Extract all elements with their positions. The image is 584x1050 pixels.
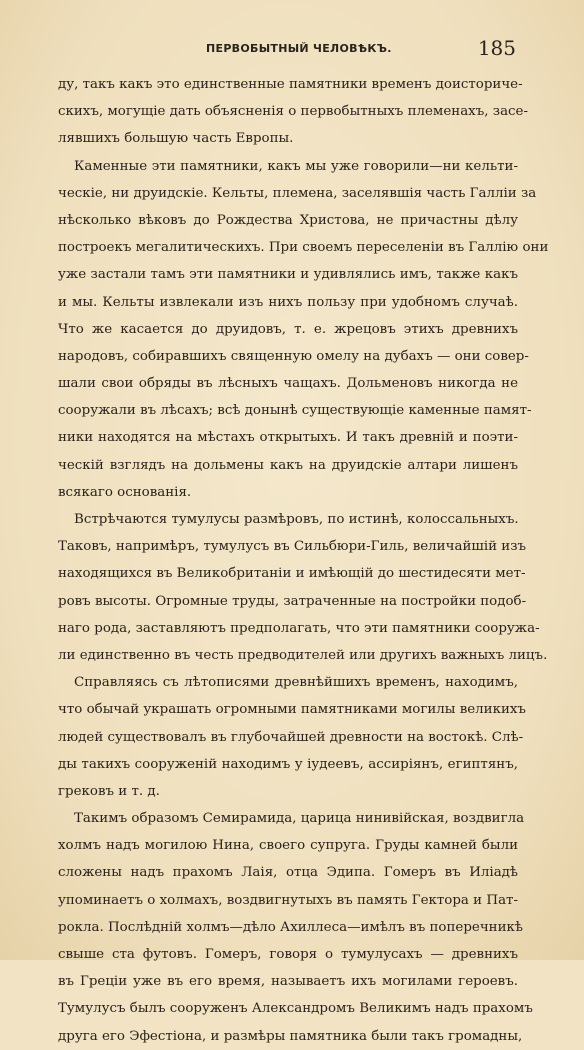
text-line: построекъ мегалитическихъ. При своемъ переселеніи въ Галлію они [58, 240, 549, 256]
text-line: ли единственно въ честь предводителей или другихъ важныхъ лицъ. [58, 647, 548, 663]
text-line: что обычай украшать огромными памятниками могилы великихъ [58, 702, 526, 718]
text-line: Справляясь съ лѣтописями древнѣйшихъ временъ, находимъ, [74, 675, 518, 691]
text-line: въ Греціи уже въ его время, называетъ ихъ могилами героевъ. [58, 974, 518, 990]
text-line: упоминаетъ о холмахъ, воздвигнутыхъ въ память Гектора и Пат- [58, 892, 518, 908]
text-line: ники находятся на мѣстахъ открытыхъ. И такъ древній и поэти- [58, 430, 518, 446]
text-line: Таковъ, напримѣръ, тумулусъ въ Сильбюри-Гиль, величайшій изъ [58, 539, 527, 555]
text-line: уже застали тамъ эти памятники и удивлялись имъ, также какъ [58, 267, 518, 283]
text-line: наго рода, заставляютъ предполагать, что эти памятники сооружа- [58, 620, 540, 636]
text-line: ду, такъ какъ это единственные памятники временъ доисториче- [58, 77, 523, 92]
text-line: лявшихъ большую часть Европы. [58, 131, 294, 147]
text-line: скихъ, могущіе дать объясненія о первобытныхъ племенахъ, засе- [58, 104, 528, 120]
text-line: людей существовалъ въ глубочайшей древности на востокѣ. Слѣ- [58, 729, 524, 745]
text-line: народовъ, собиравшихъ священную омелу на дубахъ — они совер- [58, 348, 529, 364]
text-line: Что же касается до друидовъ, т. е. жрецовъ этихъ древнихъ [58, 321, 518, 337]
text-line: и мы. Кельты извлекали изъ нихъ пользу при удобномъ случаѣ. [58, 294, 518, 310]
text-line: ды такихъ сооруженій находимъ у іудеевъ, ассиріянъ, египтянъ, [58, 756, 518, 772]
text-line: ческіе, ни друидскіе. Кельты, племена, заселявшія часть Галліи за [58, 185, 537, 201]
text-line: Тумулусъ былъ сооруженъ Александромъ Великимъ надъ прахомъ [58, 1001, 533, 1017]
text-line: ческій взглядъ на дольмены какъ на друидскіе алтари лишенъ [58, 457, 518, 473]
text-line: холмъ надъ могилою Нина, своего супруга. Груды камней были [58, 838, 518, 854]
text-line: шали свои обряды въ лѣсныхъ чащахъ. Дольменовъ никогда не [58, 376, 518, 392]
text-line: друга его Эфестіона, и размѣры памятника были такъ громадны, [58, 1028, 523, 1044]
text-line: свыше ста футовъ. Гомеръ, говоря о тумулусахъ — древнихъ [58, 947, 518, 962]
text-line: рокла. Послѣдній холмъ—дѣло Ахиллеса—имѣлъ въ поперечникѣ [58, 919, 523, 935]
text-line: сооружали въ лѣсахъ; всѣ донынѣ существующіе каменные памят- [58, 403, 532, 419]
text-line: сложены надъ прахомъ Лаія, отца Эдипа. Гомеръ въ Иліадѣ [58, 865, 518, 881]
text-line: находящихся въ Великобританіи и имѣющій до шестидесяти мет- [58, 566, 526, 582]
text-line: Встрѣчаются тумулусы размѣровъ, по истинѣ, колоссальныхъ. [74, 512, 519, 527]
text-line: ровъ высоты. Огромные труды, затраченные на постройки подоб- [58, 593, 527, 609]
page-header [60, 36, 516, 66]
page-number: 185 [477, 36, 516, 60]
text-line: Каменные эти памятники, какъ мы уже говорили—ни кельти- [74, 158, 518, 174]
text-line: Такимъ образомъ Семирамида, царица нинивійская, воздвигла [74, 811, 525, 827]
running-head: ПЕРВОБЫТНЫЙ ЧЕЛОВѢКЪ. [206, 42, 392, 55]
body-text [58, 71, 549, 1050]
text-line: всякаго основанія. [58, 484, 192, 500]
text-line: грековъ и т. д. [58, 783, 160, 799]
text-line: нѣсколько вѣковъ до Рождества Христова, не причастны дѣлу [58, 212, 518, 228]
